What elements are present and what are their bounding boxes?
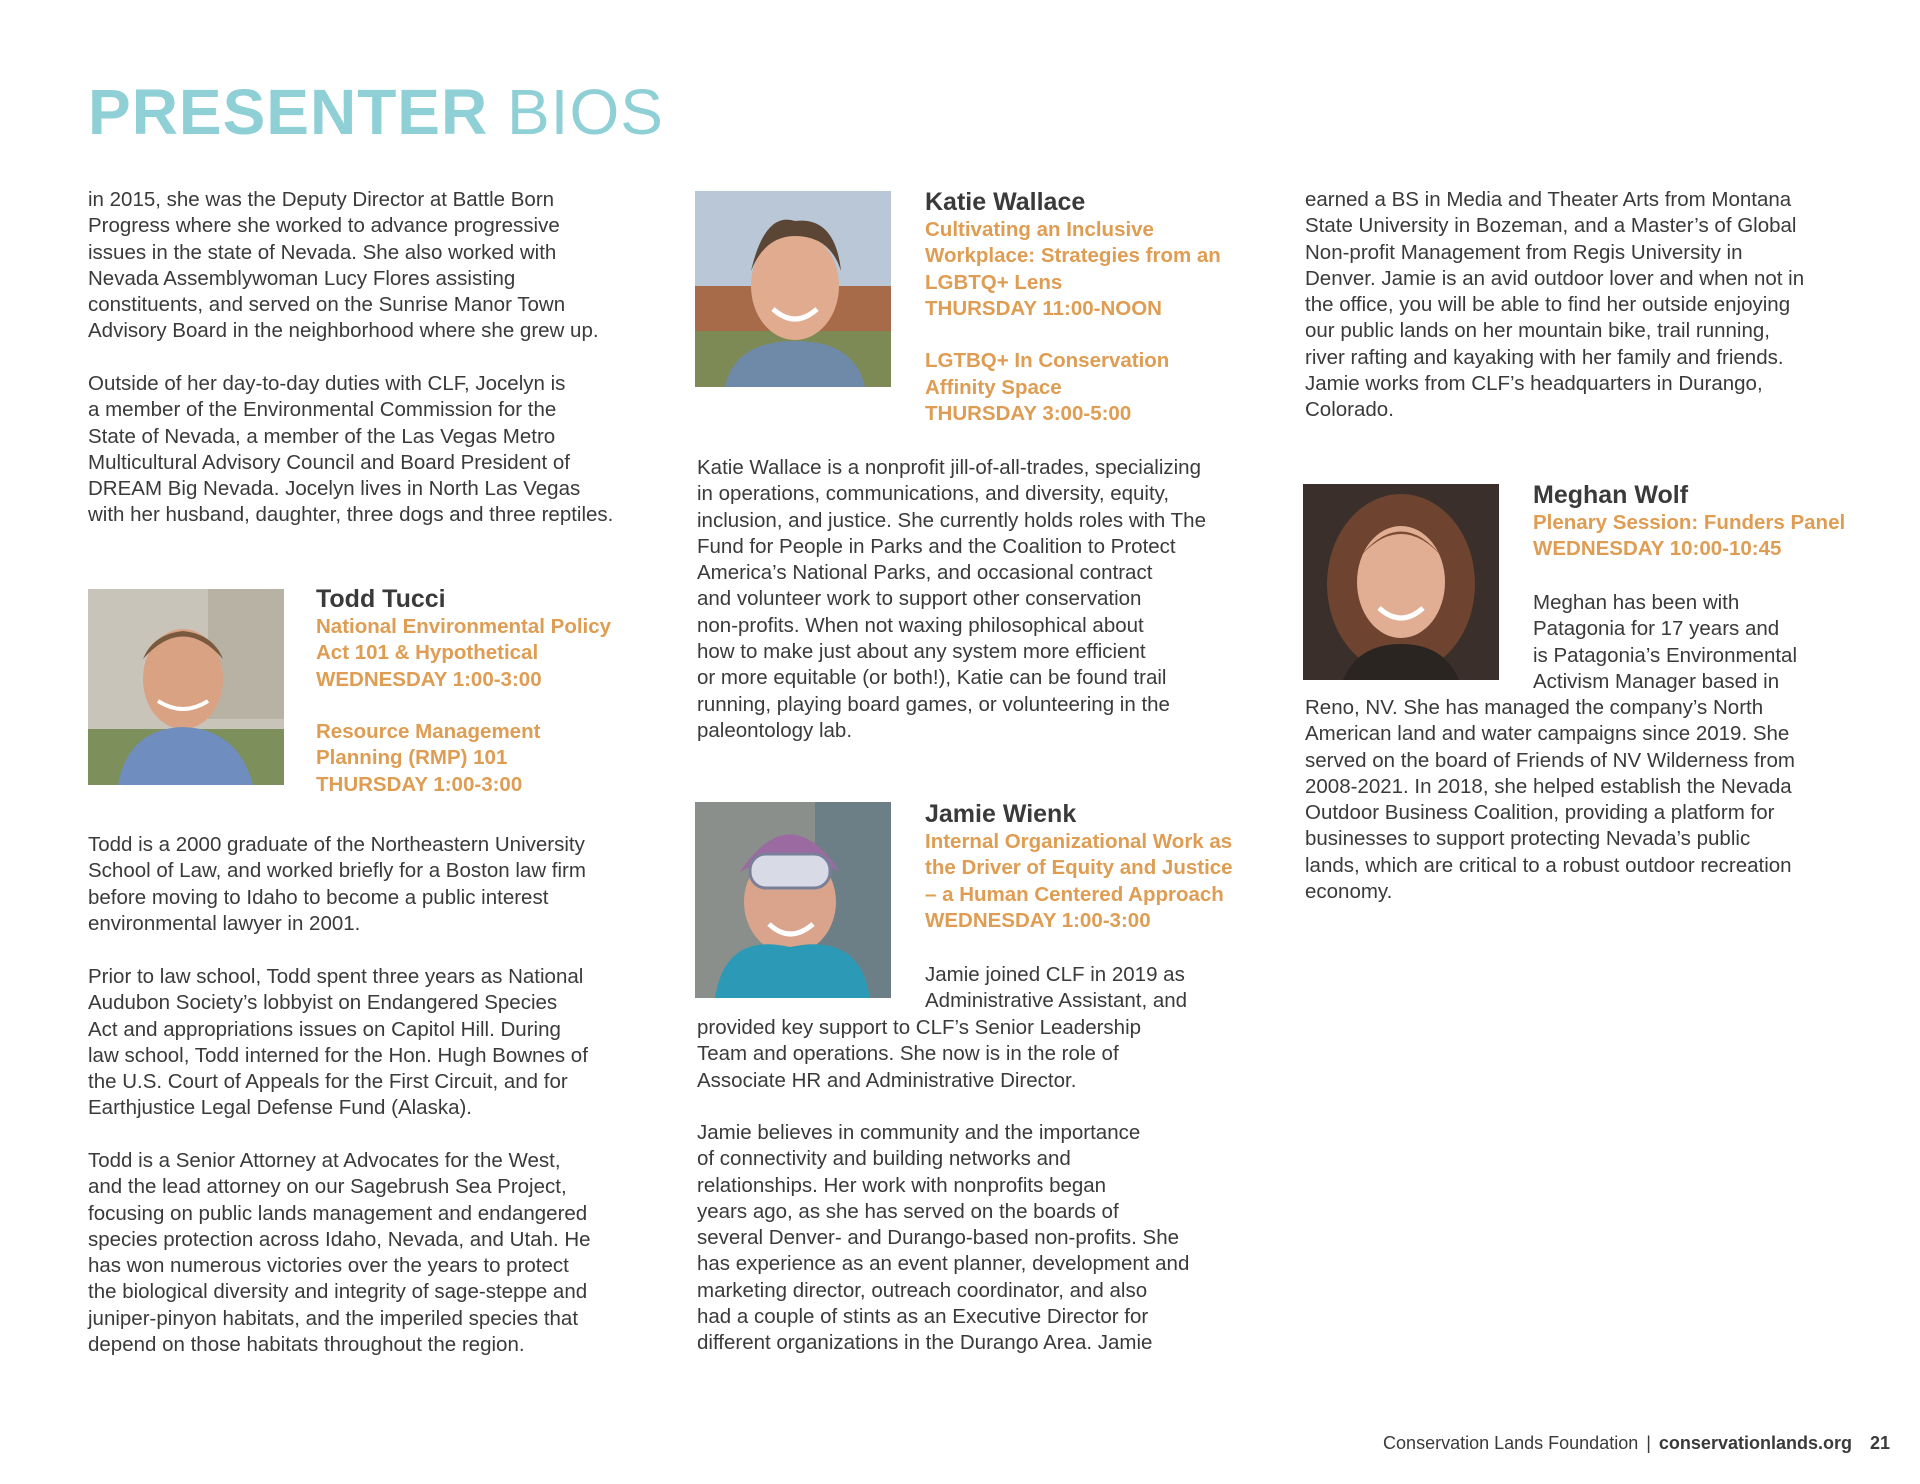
page-title-bold: PRESENTER (88, 76, 489, 148)
text-line: Nevada Assemblywoman Lucy Flores assisting (88, 266, 516, 290)
text-line: years ago, as she has served on the boards of (697, 1199, 1119, 1223)
text-line: lands, which are critical to a robust outdoor recreation (1305, 853, 1792, 877)
text-line: in operations, communications, and diversity, equity, (697, 482, 1170, 506)
text-line: Denver. Jamie is an avid outdoor lover and when not in (1305, 266, 1805, 290)
session-line: WEDNESDAY 1:00-3:00 (925, 908, 1151, 932)
todd-tucci-bio-2 (88, 964, 588, 1122)
text-line: with her husband, daughter, three dogs and three reptiles. (88, 503, 614, 527)
text-line: juniper-pinyon habitats, and the imperiled species that (88, 1306, 579, 1330)
text-line: relationships. Her work with nonprofits began (697, 1173, 1107, 1197)
text-line: American land and water campaigns since 2019. She (1305, 722, 1790, 746)
meghan-wolf-photo (1303, 484, 1499, 680)
text-line: species protection across Idaho, Nevada, and Utah. He (88, 1227, 591, 1251)
jamie-wienk-photo (695, 802, 891, 998)
session-line: Act 101 & Hypothetical (316, 641, 539, 665)
session-line: – a Human Centered Approach (925, 882, 1224, 906)
footer-org: Conservation Lands Foundation (1383, 1433, 1639, 1453)
page-number: 21 (1869, 1433, 1890, 1453)
session-line: LGTBQ+ In Conservation (925, 349, 1170, 373)
text-line: Progress where she worked to advance progressive (88, 214, 560, 238)
jocelyn-outside-paragraph (88, 371, 613, 529)
text-line: depend on those habitats throughout the region. (88, 1333, 525, 1357)
katie-wallace-name: Katie Wallace (925, 188, 1086, 216)
portrait-woman-curly-icon (1303, 484, 1499, 680)
text-line: earned a BS in Media and Theater Arts from Montana (1305, 188, 1792, 211)
text-line: issues in the state of Nevada. She also worked with (88, 240, 557, 264)
text-line: Todd is a Senior Attorney at Advocates for the West, (88, 1149, 561, 1172)
text-line: inclusion, and justice. She currently holds roles with The (697, 508, 1206, 532)
jamie-wienk-bio-1 (697, 1015, 1141, 1094)
text-line: Patagonia for 17 years and (1533, 617, 1780, 641)
session-line: Plenary Session: Funders Panel (1533, 511, 1846, 534)
text-line: Audubon Society’s lobbyist on Endangered Species (88, 991, 558, 1015)
text-line: Activism Manager based in (1533, 669, 1780, 693)
text-line: the biological diversity and integrity of sage-steppe and (88, 1280, 588, 1304)
todd-tucci-sessions (316, 614, 611, 798)
todd-tucci-name: Todd Tucci (316, 585, 446, 613)
session-line: Internal Organizational Work as (925, 830, 1233, 853)
text-line: Todd is a 2000 graduate of the Northeastern University (88, 833, 585, 856)
jamie-wienk-bio-2 (697, 1120, 1189, 1357)
text-line: a member of the Environmental Commission for the (88, 398, 557, 422)
session-line: Resource Management (316, 720, 541, 744)
session-line: Workplace: Strategies from an (925, 244, 1221, 268)
todd-tucci-photo (88, 589, 284, 785)
jamie-wienk-bio-side (925, 962, 1187, 1015)
text-line: Act and appropriations issues on Capitol Hill. During (88, 1017, 561, 1041)
text-line: constituents, and served on the Sunrise Manor Town (88, 293, 566, 317)
text-line: Meghan has been with (1533, 591, 1740, 614)
text-line: Prior to law school, Todd spent three years as National (88, 965, 584, 988)
session-line: Planning (RMP) 101 (316, 746, 508, 770)
text-line: Colorado. (1305, 398, 1394, 422)
text-line: DREAM Big Nevada. Jocelyn lives in North Las Vegas (88, 477, 581, 501)
portrait-woman-goggles-icon (695, 802, 891, 998)
text-line: Jamie works from CLF’s headquarters in Durango, (1305, 372, 1763, 396)
text-line: Outdoor Business Coalition, providing a platform for (1305, 801, 1775, 825)
text-line: our public lands on her mountain bike, trail running, (1305, 319, 1770, 343)
text-line: law school, Todd interned for the Hon. Hugh Bownes of (88, 1043, 588, 1067)
text-line: is Patagonia’s Environmental (1533, 643, 1797, 667)
text-line: in 2015, she was the Deputy Director at Battle Born (88, 188, 555, 211)
text-line: different organizations in the Durango Area. Jamie (697, 1331, 1153, 1355)
jocelyn-bio-continued (88, 187, 599, 345)
meghan-wolf-bio (1305, 695, 1795, 905)
text-line: before moving to Idaho to become a public interest (88, 885, 549, 909)
text-line: the office, you will be able to find her outside enjoying (1305, 293, 1791, 317)
text-line: provided key support to CLF’s Senior Leadership (697, 1016, 1142, 1039)
text-line: Jamie believes in community and the importance (697, 1121, 1141, 1144)
todd-tucci-bio-1 (88, 832, 586, 937)
text-line: served on the board of Friends of NV Wilderness from (1305, 748, 1795, 772)
text-line: State of Nevada, a member of the Las Vegas Metro (88, 424, 556, 448)
text-line: Outside of her day-to-day duties with CLF, Jocelyn is (88, 372, 566, 395)
katie-wallace-sessions (925, 217, 1221, 427)
text-line: Jamie joined CLF in 2019 as (925, 963, 1185, 986)
text-line: non-profits. When not waxing philosophical about (697, 613, 1144, 637)
footer-website-link[interactable]: conservationlands.org (1658, 1433, 1852, 1453)
text-line: Earthjustice Legal Defense Fund (Alaska). (88, 1096, 473, 1120)
text-line: Advisory Board in the neighborhood where she grew up. (88, 319, 599, 343)
session-line: LGBTQ+ Lens (925, 270, 1063, 294)
text-line: river rafting and kayaking with her family and friends. (1305, 345, 1784, 369)
session-line: the Driver of Equity and Justice (925, 856, 1233, 880)
todd-tucci-bio-3 (88, 1148, 591, 1358)
text-line: paleontology lab. (697, 718, 853, 742)
footer-separator: | (1646, 1433, 1651, 1453)
text-line: of connectivity and building networks and (697, 1147, 1071, 1171)
text-line: several Denver- and Durango-based non-profits. She (697, 1226, 1180, 1250)
page-title (88, 76, 664, 148)
session-line: WEDNESDAY 10:00-10:45 (1533, 537, 1782, 561)
page-footer (1383, 1431, 1890, 1455)
text-line: Fund for People in Parks and the Coalition to Protect (697, 534, 1176, 558)
text-line: or more equitable (or both!), Katie can be found trail (697, 666, 1167, 690)
text-line: has won numerous victories over the years to protect (88, 1254, 569, 1278)
text-line: environmental lawyer in 2001. (88, 911, 361, 935)
session-line: Affinity Space (925, 375, 1062, 399)
text-line: has experience as an event planner, development and (697, 1252, 1190, 1276)
meghan-wolf-name: Meghan Wolf (1533, 481, 1689, 509)
text-line: School of Law, and worked briefly for a Boston law firm (88, 859, 586, 883)
text-line: 2008-2021. In 2018, she helped establish the Nevada (1305, 774, 1792, 798)
session-line: National Environmental Policy (316, 615, 612, 638)
meghan-wolf-bio-side (1533, 590, 1797, 695)
session-line: THURSDAY 3:00-5:00 (925, 402, 1132, 426)
session-line: Cultivating an Inclusive (925, 218, 1154, 241)
jamie-wienk-session (925, 829, 1233, 934)
text-line: and the lead attorney on our Sagebrush Sea Project, (88, 1175, 567, 1199)
session-line: WEDNESDAY 1:00-3:00 (316, 667, 542, 691)
text-line: Katie Wallace is a nonprofit jill-of-all-trades, specializing (697, 456, 1201, 479)
text-line: State University in Bozeman, and a Master’s of Global (1305, 214, 1797, 238)
text-line: Reno, NV. She has managed the company’s North (1305, 696, 1764, 719)
text-line: and volunteer work to support other conservation (697, 587, 1142, 611)
text-line: the U.S. Court of Appeals for the First Circuit, and for (88, 1070, 568, 1094)
text-line: businesses to support protecting Nevada’s public (1305, 827, 1751, 851)
portrait-woman-icon (695, 191, 891, 387)
text-line: America’s National Parks, and occasional contract (697, 561, 1153, 585)
portrait-man-icon (88, 589, 284, 785)
text-line: marketing director, outreach coordinator, and also (697, 1278, 1148, 1302)
text-line: economy. (1305, 880, 1393, 904)
text-line: had a couple of stints as an Executive Director for (697, 1305, 1149, 1329)
session-line: THURSDAY 11:00-NOON (925, 296, 1162, 320)
text-line: Non-profit Management from Regis University in (1305, 240, 1743, 264)
text-line: focusing on public lands management and endangered (88, 1201, 588, 1225)
page-title-light: BIOS (506, 76, 664, 148)
jamie-wienk-bio-continued (1305, 187, 1804, 424)
jamie-wienk-name: Jamie Wienk (925, 800, 1077, 828)
session-line: THURSDAY 1:00-3:00 (316, 772, 523, 796)
text-line: running, playing board games, or volunteering in the (697, 692, 1170, 716)
katie-wallace-photo (695, 191, 891, 387)
text-line: how to make just about any system more efficient (697, 640, 1146, 664)
text-line: Team and operations. She now is in the role of (697, 1042, 1119, 1066)
text-line: Associate HR and Administrative Director. (697, 1068, 1077, 1092)
katie-wallace-bio (697, 455, 1206, 744)
text-line: Multicultural Advisory Council and Board President of (88, 450, 570, 474)
text-line: Administrative Assistant, and (925, 989, 1188, 1013)
meghan-wolf-session (1533, 510, 1845, 563)
